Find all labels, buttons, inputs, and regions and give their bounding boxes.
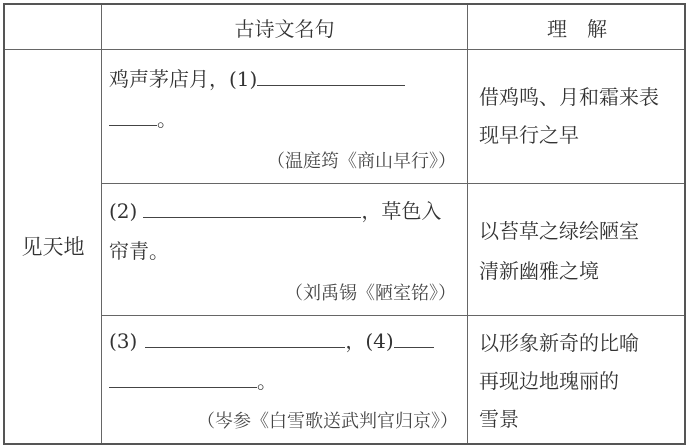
- blank-1-continuation[interactable]: [109, 101, 157, 126]
- header-divider: [5, 49, 684, 50]
- blank-3[interactable]: [145, 323, 345, 348]
- row-2-line-2: 帘青。: [109, 239, 169, 263]
- row-3-text-3: 。: [257, 369, 277, 393]
- category-label: 见天地: [21, 235, 85, 259]
- row-2-text-1: (2): [109, 199, 138, 223]
- blank-4[interactable]: [394, 323, 434, 348]
- blank-4-continuation[interactable]: [109, 363, 257, 388]
- row-divider: [102, 315, 684, 316]
- column-divider: [467, 5, 468, 443]
- row-3-understanding-3: 雪景: [479, 407, 519, 431]
- row-1-understanding-2: 现早行之早: [479, 123, 579, 147]
- row-2-understanding-1: 以苔草之绿绘陋室: [479, 219, 639, 243]
- header-poem-lines: 古诗文名句: [234, 16, 335, 41]
- row-2-text-2: ，草色入: [361, 199, 442, 223]
- row-divider: [102, 183, 684, 184]
- header-understanding: 理 解: [547, 16, 607, 41]
- blank-2[interactable]: [143, 193, 361, 218]
- blank-1[interactable]: [257, 61, 405, 86]
- row-2-source: （刘禹锡《陋室铭》）: [285, 283, 456, 304]
- poem-table: [3, 3, 686, 445]
- row-3-understanding-1: 以形象新奇的比喻: [479, 331, 639, 355]
- row-2-line-1: [109, 191, 461, 231]
- row-3-source: （岑参《白雪歌送武判官归京》）: [197, 411, 458, 432]
- row-1-text-1: 鸡声茅店月，(1): [109, 67, 258, 91]
- row-3-understanding-2: 再现边地瑰丽的: [479, 369, 619, 393]
- row-1-line-1: [109, 59, 461, 99]
- row-1-source: （温庭筠《商山早行》）: [267, 151, 456, 172]
- column-divider: [101, 5, 102, 443]
- row-3-line-1: [109, 321, 461, 361]
- row-1-line-2: [109, 99, 461, 139]
- row-3-text-2: ，(4): [345, 329, 394, 353]
- row-2-understanding-2: 清新幽雅之境: [479, 259, 599, 283]
- row-3-line-2: [109, 361, 461, 401]
- row-1-text-2: 。: [157, 107, 177, 131]
- row-3-text-1: (3): [109, 329, 138, 353]
- row-1-understanding-1: 借鸡鸣、月和霜来表: [479, 85, 659, 109]
